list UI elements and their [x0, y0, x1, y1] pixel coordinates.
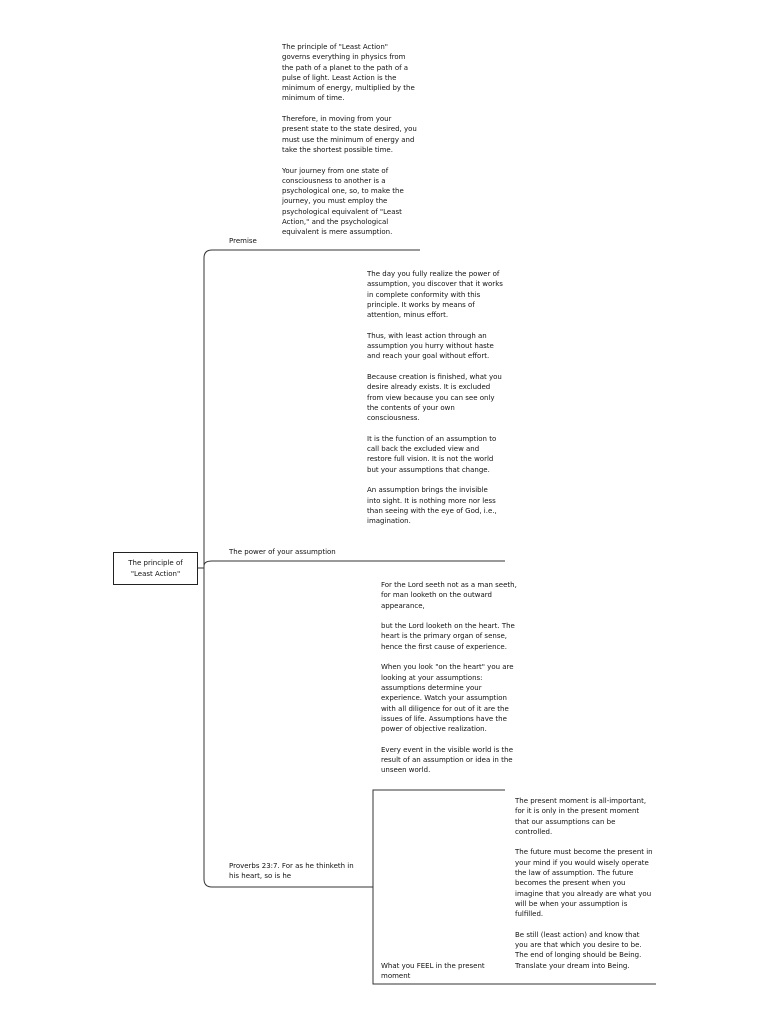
note-paragraph: An assumption brings the invisible into sight. It is nothing more nor less than seeing with the eye of God, i.e., imagination. [367, 486, 497, 526]
note-paragraph: It is the function of an assumption to call back the excluded view and restore full vision. It is not the world but your assumptions that change. [367, 434, 497, 474]
note-paragraph: When you look "on the heart" you are looking at your assumptions: assumptions determine your experience. Watch your assumption with all diligence for out of it are the issues of life. Assumptions have the power of objective realization. [381, 663, 514, 734]
trunk-line [204, 250, 212, 887]
note-paragraph: Therefore, in moving from your present state to the state desired, you must use the minimum of energy and take the shortest possible time. [282, 115, 417, 154]
power-underline [204, 561, 505, 566]
root-title: The principle of "Least Action" [128, 558, 183, 578]
note-paragraph: Your journey from one state of consciousness to another is a psychological one, so, to make the journey, you must employ the psychological equivalent of "Least Action," and the psychological equivalent is mere assumption. [282, 166, 404, 237]
note-paragraph: Every event in the visible world is the result of an assumption or idea in the unseen world. [381, 745, 514, 775]
note-paragraph: Thus, with least action through an assumption you hurry without haste and reach your goal without effort. [367, 331, 494, 361]
note-power [367, 269, 503, 526]
feel-connector [373, 790, 505, 887]
note-feel [515, 796, 653, 971]
note-paragraph: The present moment is all-important, for it is only in the present moment that our assumptions can be controlled. [515, 797, 647, 836]
note-paragraph: but the Lord looketh on the heart. The heart is the primary organ of sense, hence the first cause of experience. [381, 622, 515, 651]
branch-label-proverbs[interactable]: Proverbs 23:7. For as he thinketh in his heart, so is he [229, 862, 354, 880]
note-paragraph: The future must become the present in your mind if you would wisely operate the law of assumption. The future becomes the present when you imagine that you already are what you will be when your assumption is fulfilled. [515, 848, 653, 919]
branch-label-feel[interactable]: What you FEEL in the present moment [381, 962, 485, 980]
note-paragraph: Because creation is finished, what you desire already exists. It is excluded from view because you can see only the contents of your own consciousness. [367, 372, 502, 423]
note-premise [282, 42, 418, 238]
note-paragraph: The principle of "Least Action" governs everything in physics from the path of a planet to the path of a pulse of light. Least Action is the minimum of energy, multiplied by the minimum of time. [282, 43, 415, 103]
note-paragraph: For the Lord seeth not as a man seeth, for man looketh on the outward appearance, [381, 581, 517, 610]
note-paragraph: Be still (least action) and know that you are that which you desire to be. The end of longing should be Being. Translate your dream into Being. [515, 930, 642, 970]
branch-label-power[interactable]: The power of your assumption [229, 548, 336, 556]
branch-label-premise[interactable]: Premise [229, 237, 257, 245]
root-node[interactable] [113, 552, 198, 585]
note-paragraph: The day you fully realize the power of assumption, you discover that it works in complete conformity with this principle. It works by means of attention, minus effort. [367, 270, 503, 320]
note-proverbs [381, 580, 517, 776]
